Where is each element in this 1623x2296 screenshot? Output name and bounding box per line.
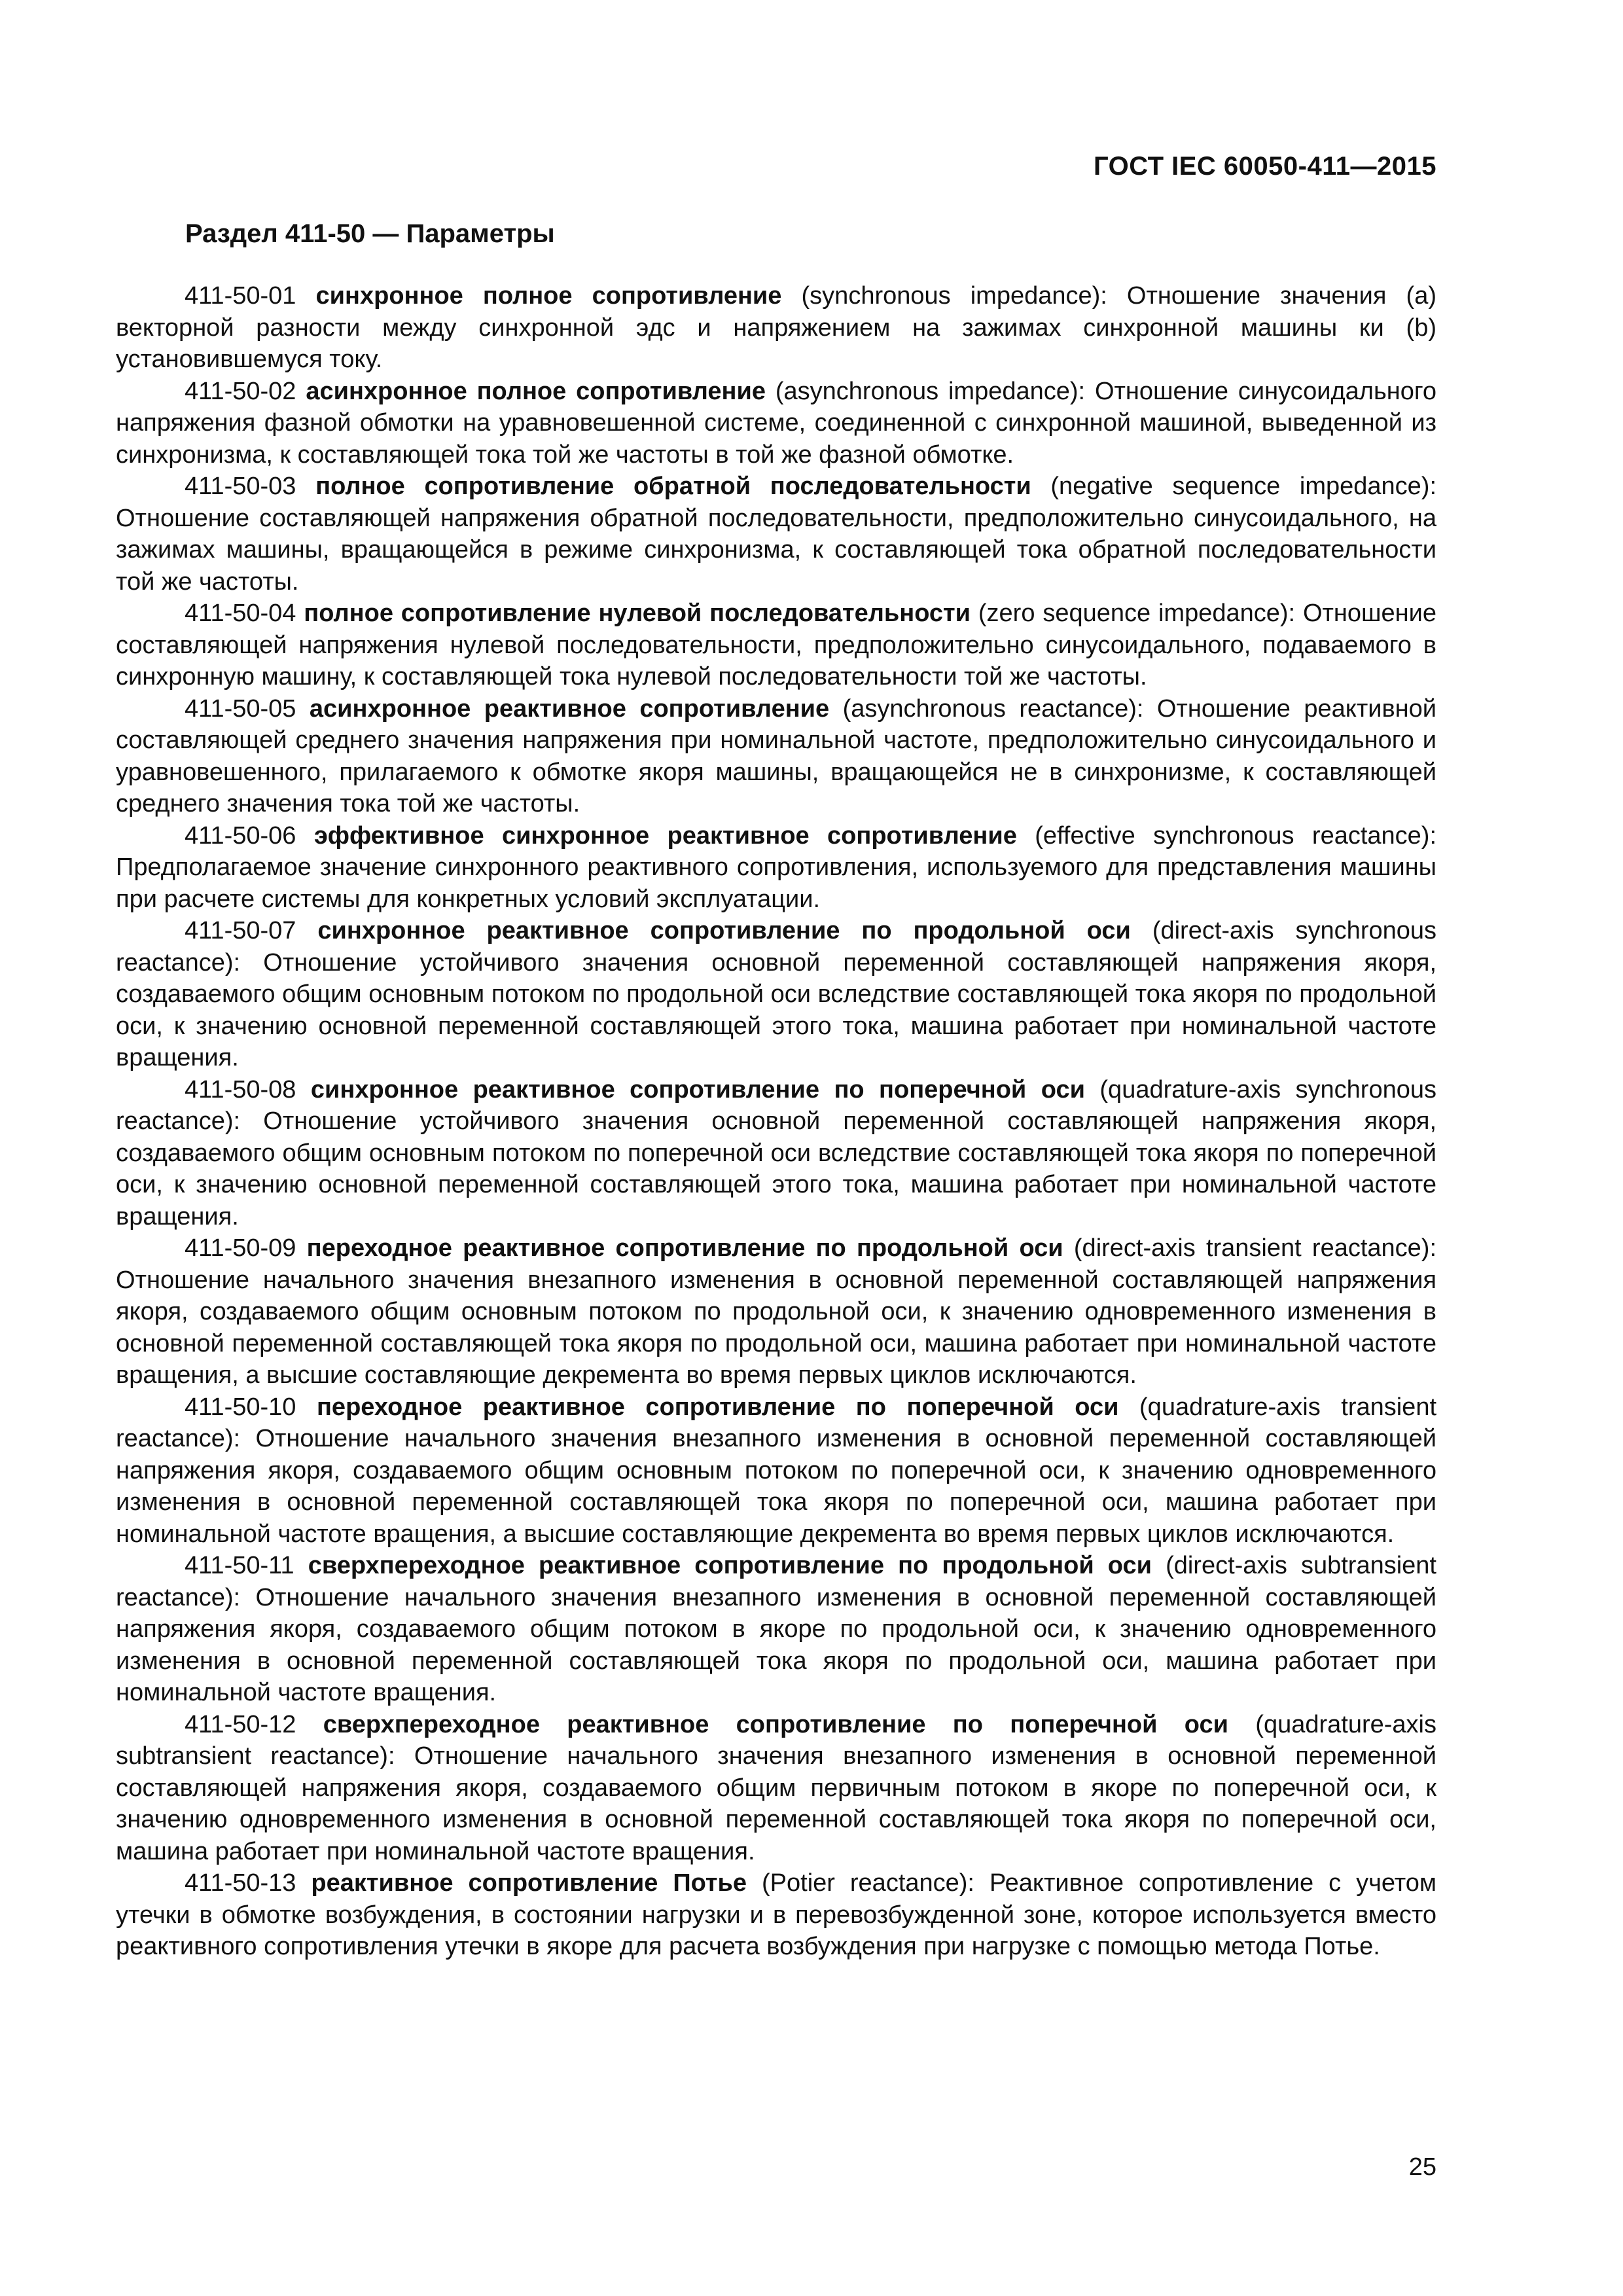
term-name: синхронное реактивное сопротивление по поперечной оси xyxy=(310,1075,1085,1103)
term-number: 411-50-10 xyxy=(185,1393,296,1421)
term-entry xyxy=(116,1074,1436,1233)
term-definition: (quadrature-axis transient reactance): Отношение начального значения внезапного изменения в основной переменной составляющей напряжения якоря, создаваемого общим основным потоком по поперечной оси, к значению одновременного изменения в основной переменной составляющей тока якоря по поперечной оси, машина работает при номинальной частоте вращения, а высшие составляющие декремента во время первых циклов исключаются. xyxy=(116,1393,1437,1548)
term-definition: (asynchronous reactance): Отношение реактивной составляющей среднего значения напряжения при номинальной частоте, предположительно синусоидального и уравновешенного, прилагаемого к обмотке якоря машины, вращающейся не в синхронизме, к составляющей среднего значения тока той же частоты. xyxy=(116,694,1436,817)
term-number: 411-50-11 xyxy=(185,1552,294,1579)
term-name: асинхронное реактивное сопротивление xyxy=(309,694,830,723)
term-number: 411-50-09 xyxy=(185,1234,296,1262)
term-number: 411-50-01 xyxy=(185,282,296,310)
term-number: 411-50-13 xyxy=(185,1869,296,1897)
term-definition: (effective synchronous reactance): Предполагаемое значение синхронного реактивного сопротивления, используемого для представления машины при расчете системы для конкретных условий эксплуатации. xyxy=(116,821,1437,913)
term-entry xyxy=(116,820,1436,916)
term-number: 411-50-07 xyxy=(185,917,296,944)
term-name: сверхпереходное реактивное сопротивление по поперечной оси xyxy=(323,1710,1228,1738)
page-number: 25 xyxy=(1408,2153,1436,2181)
term-name: синхронное реактивное сопротивление по продольной оси xyxy=(317,917,1131,944)
term-entry xyxy=(116,1391,1436,1551)
term-entry xyxy=(116,376,1436,471)
term-entry xyxy=(116,1550,1436,1709)
term-definition: (asynchronous impedance): Отношение синусоидального напряжения фазной обмотки на уравновешенной системе, соединенной с синхронной машиной, выведенной из синхронизма, к составляющей тока той же частоты в той же фазной обмотке. xyxy=(116,377,1437,469)
term-number: 411-50-04 xyxy=(185,600,296,627)
section-title: Раздел 411-50 — Параметры xyxy=(185,219,555,248)
term-number: 411-50-02 xyxy=(185,377,296,405)
term-number: 411-50-03 xyxy=(185,473,296,500)
term-definition: (direct-axis subtransient reactance): Отношение начального значения внезапного изменения в основной переменной составляющей напряжения якоря, создаваемого общим потоком в якоре по продольной оси, к значению одновременного изменения в основной переменной составляющей тока якоря по продольной оси, машина работает при номинальной частоте вращения. xyxy=(116,1552,1436,1706)
term-entry xyxy=(116,471,1436,598)
term-number: 411-50-08 xyxy=(185,1075,296,1103)
term-number: 411-50-06 xyxy=(185,821,296,850)
term-definition: (Potier reactance): Реактивное сопротивление с учетом утечки в обмотке возбуждения, в состоянии нагрузки и в перевозбужденной зоне, которое используется вместо реактивного сопротивления утечки в якоре для расчета возбуждения при нагрузке с помощью метода Потье. xyxy=(116,1869,1437,1960)
term-definition: (negative sequence impedance): Отношение составляющей напряжения обратной последовательности, предположительно синусоидального, на зажимах машины, вращающейся в режиме синхронизма, к составляющей тока обратной последовательности той же частоты. xyxy=(116,473,1436,596)
term-name: эффективное синхронное реактивное сопротивление xyxy=(313,821,1017,850)
term-entry xyxy=(116,915,1436,1074)
term-definition: (quadrature-axis synchronous reactance): Отношение устойчивого значения основной переменной составляющей напряжения якоря, создаваемого общим основным потоком по поперечной оси вследствие составляющей тока якоря по поперечной оси, к значению основной переменной составляющей этого тока, машина работает при номинальной частоте вращения. xyxy=(116,1075,1436,1230)
term-name: асинхронное полное сопротивление xyxy=(306,377,766,405)
term-definition: (zero sequence impedance): Отношение составляющей напряжения нулевой последовательности, предположительно синусоидального, подаваемого в синхронную машину, к составляющей тока нулевой последовательности той же частоты. xyxy=(116,600,1436,691)
term-number: 411-50-05 xyxy=(185,694,296,723)
term-definition: (synchronous impedance): Отношение значения (a) векторной разности между синхронной эдс и напряжением на зажимах синхронной машины ки (b) установившемуся току. xyxy=(116,282,1437,373)
term-number: 411-50-12 xyxy=(185,1710,296,1738)
term-name: синхронное полное сопротивление xyxy=(315,282,782,310)
term-definition: (quadrature-axis subtransient reactance): Отношение начального значения внезапного изменения в основной переменной составляющей напряжения якоря, создаваемого общим первичным потоком в якоре по поперечной оси, к значению одновременного изменения в основной переменной составляющей тока якоря по поперечной оси, машина работает при номинальной частоте вращения. xyxy=(116,1710,1436,1865)
term-definition: (direct-axis transient reactance): Отношение начального значения внезапного изменения в основной переменной составляющей напряжения якоря, создаваемого общим основным потоком по продольной оси, к значению одновременного изменения в основной переменной составляющей тока якоря по продольной оси, машина работает при номинальной частоте вращения, а высшие составляющие декремента во время первых циклов исключаются. xyxy=(116,1234,1437,1389)
term-entry xyxy=(116,598,1436,693)
term-name: переходное реактивное сопротивление по продольной оси xyxy=(306,1234,1063,1262)
term-entry xyxy=(116,1232,1436,1391)
term-name: сверхпереходное реактивное сопротивление по продольной оси xyxy=(308,1552,1152,1579)
term-name: полное сопротивление нулевой последовательности xyxy=(304,600,971,627)
term-name: переходное реактивное сопротивление по поперечной оси xyxy=(316,1393,1119,1421)
terms-list xyxy=(116,280,1436,1963)
document-code: ГОСТ IEC 60050-411—2015 xyxy=(1093,152,1436,181)
term-entry xyxy=(116,693,1436,820)
term-entry xyxy=(116,1709,1436,1868)
term-name: реактивное сопротивление Потье xyxy=(311,1869,747,1897)
term-definition: (direct-axis synchronous reactance): Отношение устойчивого значения основной переменной составляющей напряжения якоря, создаваемого общим основным потоком по продольной оси вследствие составляющей тока якоря по продольной оси, к значению основной переменной составляющей этого тока, машина работает при номинальной частоте вращения. xyxy=(116,917,1437,1071)
term-entry xyxy=(116,1867,1436,1963)
term-entry xyxy=(116,280,1436,376)
term-name: полное сопротивление обратной последовательности xyxy=(315,473,1031,500)
